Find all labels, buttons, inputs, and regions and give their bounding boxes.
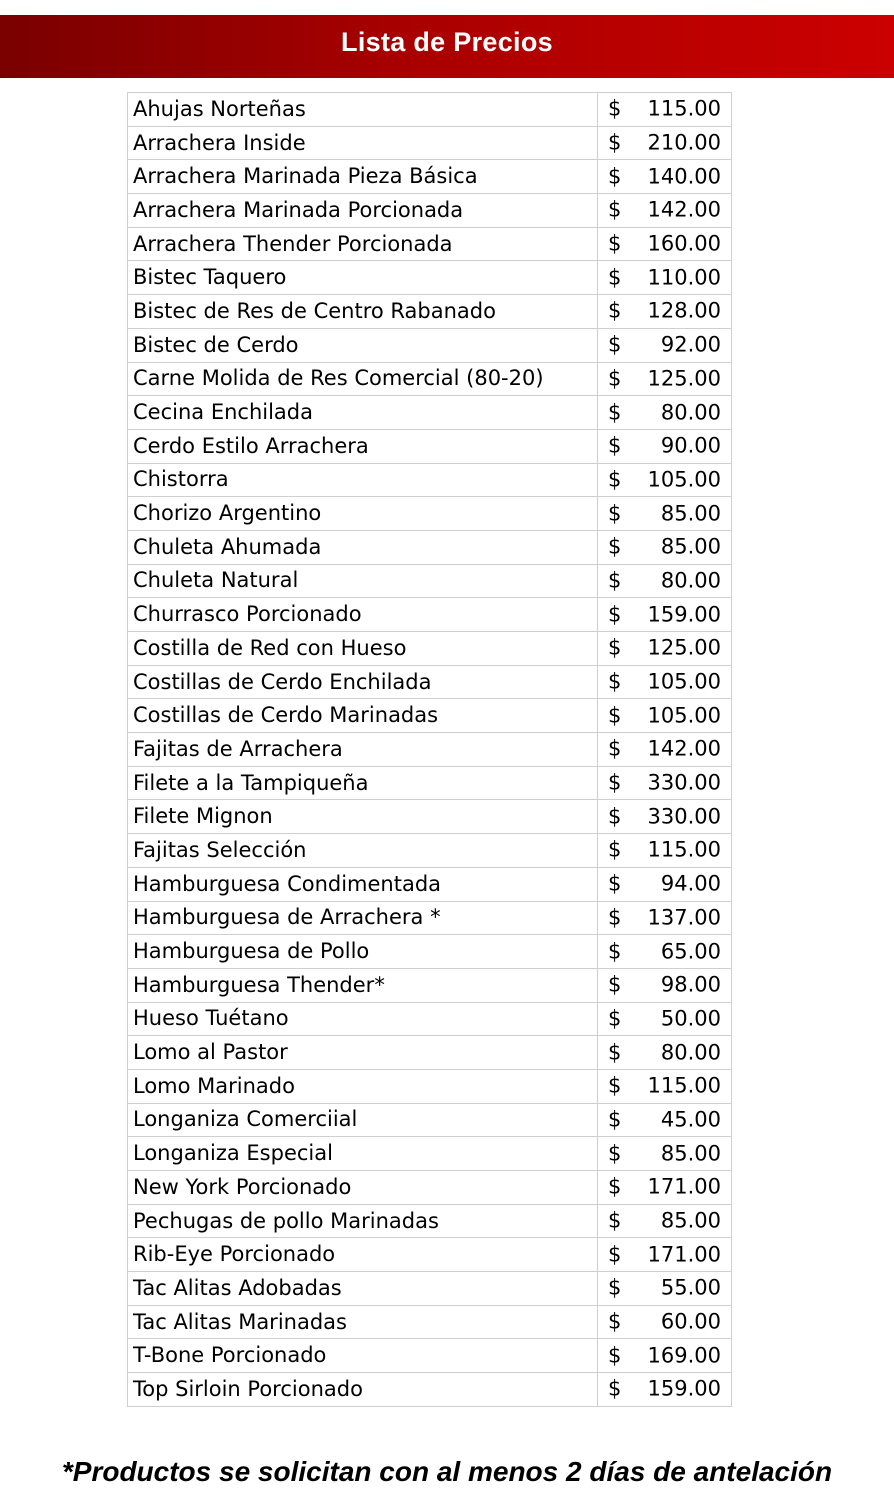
price-cell [598,497,732,531]
price-value: 60.00 [660,1309,721,1334]
table-row [128,160,732,194]
currency-symbol: $ [608,568,622,593]
currency-symbol: $ [608,501,622,526]
price-cell [598,429,732,463]
price-cell [598,834,732,868]
price-cell [598,1103,732,1137]
product-name: Ahujas Norteñas [128,93,598,127]
currency-symbol: $ [608,534,622,559]
product-name: Longaniza Especial [128,1137,598,1171]
currency-symbol: $ [608,265,622,290]
table-row [128,834,732,868]
price-value: 330.00 [647,804,721,829]
price-value: 159.00 [647,1376,721,1401]
price-value: 80.00 [660,568,721,593]
table-row [128,1373,732,1407]
table-row [128,530,732,564]
product-name: Bistec de Res de Centro Rabanado [128,295,598,329]
currency-symbol: $ [608,1040,622,1065]
price-value: 128.00 [647,298,721,323]
product-name: Tac Alitas Marinadas [128,1305,598,1339]
table-row [128,328,732,362]
currency-symbol: $ [608,467,622,492]
price-cell [598,328,732,362]
table-row [128,396,732,430]
table-row [128,867,732,901]
price-cell [598,1069,732,1103]
price-cell [598,261,732,295]
price-value: 85.00 [660,1141,721,1166]
currency-symbol: $ [608,1073,622,1098]
price-value: 160.00 [647,231,721,256]
table-row [128,598,732,632]
product-name: Hueso Tuétano [128,1002,598,1036]
price-value: 80.00 [660,1040,721,1065]
price-value: 50.00 [660,1006,721,1031]
product-name: Arrachera Marinada Pieza Básica [128,160,598,194]
currency-symbol: $ [608,1174,622,1199]
product-name: Fajitas de Arrachera [128,733,598,767]
currency-symbol: $ [608,1107,622,1132]
table-row [128,362,732,396]
product-name: New York Porcionado [128,1171,598,1205]
currency-symbol: $ [608,837,622,862]
table-row [128,1272,732,1306]
price-value: 85.00 [660,1208,721,1233]
product-name: Hamburguesa Condimentada [128,867,598,901]
price-cell [598,1036,732,1070]
price-value: 65.00 [660,939,721,964]
price-value: 105.00 [647,669,721,694]
table-row [128,632,732,666]
price-table-body [128,93,732,1407]
currency-symbol: $ [608,703,622,728]
currency-symbol: $ [608,332,622,357]
product-name: Hamburguesa Thender* [128,968,598,1002]
price-value: 125.00 [647,635,721,660]
price-value: 330.00 [647,770,721,795]
product-name: Bistec de Cerdo [128,328,598,362]
table-row [128,1069,732,1103]
currency-symbol: $ [608,770,622,795]
currency-symbol: $ [608,1309,622,1334]
currency-symbol: $ [608,1006,622,1031]
product-name: Churrasco Porcionado [128,598,598,632]
currency-symbol: $ [608,635,622,660]
price-value: 115.00 [647,837,721,862]
price-cell [598,160,732,194]
table-row [128,699,732,733]
price-value: 171.00 [647,1174,721,1199]
price-cell [598,968,732,1002]
table-row [128,1103,732,1137]
price-value: 115.00 [647,96,721,121]
price-value: 85.00 [660,501,721,526]
price-value: 105.00 [647,703,721,728]
price-cell [598,530,732,564]
table-row [128,564,732,598]
price-cell [598,901,732,935]
product-name: Filete Mignon [128,800,598,834]
price-cell [598,1272,732,1306]
product-name: Arrachera Inside [128,126,598,160]
table-row [128,901,732,935]
price-cell [598,699,732,733]
table-row [128,93,732,127]
table-row [128,766,732,800]
table-row [128,1002,732,1036]
product-name: Tac Alitas Adobadas [128,1272,598,1306]
currency-symbol: $ [608,298,622,323]
price-cell [598,1002,732,1036]
price-cell [598,396,732,430]
table-row [128,800,732,834]
product-name: Fajitas Selección [128,834,598,868]
price-cell [598,935,732,969]
price-cell [598,1238,732,1272]
product-name: Rib-Eye Porcionado [128,1238,598,1272]
price-value: 45.00 [660,1107,721,1132]
product-name: Lomo al Pastor [128,1036,598,1070]
product-name: Chistorra [128,463,598,497]
currency-symbol: $ [608,939,622,964]
table-row [128,1137,732,1171]
product-name: Costillas de Cerdo Enchilada [128,665,598,699]
product-name: Costilla de Red con Hueso [128,632,598,666]
product-name: Chuleta Natural [128,564,598,598]
currency-symbol: $ [608,905,622,930]
price-cell [598,362,732,396]
currency-symbol: $ [608,669,622,694]
price-value: 80.00 [660,400,721,425]
price-value: 98.00 [660,972,721,997]
table-row [128,733,732,767]
product-name: T-Bone Porcionado [128,1339,598,1373]
price-value: 159.00 [647,602,721,627]
table-row [128,968,732,1002]
currency-symbol: $ [608,130,622,155]
table-row [128,1238,732,1272]
footnote: *Productos se solicitan con al menos 2 días de antelación [61,1456,833,1487]
product-name: Pechugas de pollo Marinadas [128,1204,598,1238]
product-name: Carne Molida de Res Comercial (80-20) [128,362,598,396]
price-cell [598,598,732,632]
price-cell [598,1204,732,1238]
price-cell [598,867,732,901]
price-value: 140.00 [647,164,721,189]
currency-symbol: $ [608,231,622,256]
price-value: 90.00 [660,433,721,458]
product-name: Arrachera Marinada Porcionada [128,194,598,228]
currency-symbol: $ [608,1242,622,1267]
price-cell [598,800,732,834]
price-cell [598,632,732,666]
currency-symbol: $ [608,1275,622,1300]
product-name: Cecina Enchilada [128,396,598,430]
price-table [127,92,732,1407]
product-name: Bistec Taquero [128,261,598,295]
price-cell [598,1171,732,1205]
table-row [128,126,732,160]
product-name: Lomo Marinado [128,1069,598,1103]
price-cell [598,733,732,767]
header-banner [0,15,894,78]
price-cell [598,1339,732,1373]
price-cell [598,295,732,329]
price-value: 142.00 [647,736,721,761]
table-row [128,1036,732,1070]
currency-symbol: $ [608,602,622,627]
table-row [128,665,732,699]
table-row [128,429,732,463]
currency-symbol: $ [608,1376,622,1401]
price-cell [598,1305,732,1339]
product-name: Chorizo Argentino [128,497,598,531]
price-value: 142.00 [647,197,721,222]
price-value: 169.00 [647,1343,721,1368]
page-title: Lista de Precios [341,27,553,57]
price-cell [598,227,732,261]
currency-symbol: $ [608,1343,622,1368]
product-name: Cerdo Estilo Arrachera [128,429,598,463]
price-value: 94.00 [660,871,721,896]
product-name: Hamburguesa de Pollo [128,935,598,969]
table-row [128,261,732,295]
table-row [128,463,732,497]
price-cell [598,194,732,228]
table-row [128,497,732,531]
price-cell [598,463,732,497]
product-name: Filete a la Tampiqueña [128,766,598,800]
price-value: 115.00 [647,1073,721,1098]
price-cell [598,766,732,800]
price-cell [598,564,732,598]
product-name: Arrachera Thender Porcionada [128,227,598,261]
price-cell [598,1137,732,1171]
table-row [128,1204,732,1238]
currency-symbol: $ [608,197,622,222]
price-value: 210.00 [647,130,721,155]
table-row [128,1339,732,1373]
currency-symbol: $ [608,96,622,121]
table-row [128,1171,732,1205]
currency-symbol: $ [608,433,622,458]
product-name: Top Sirloin Porcionado [128,1373,598,1407]
currency-symbol: $ [608,736,622,761]
price-value: 85.00 [660,534,721,559]
currency-symbol: $ [608,366,622,391]
price-cell [598,1373,732,1407]
product-name: Longaniza Comerciial [128,1103,598,1137]
table-row [128,935,732,969]
price-cell [598,126,732,160]
price-cell [598,665,732,699]
price-value: 105.00 [647,467,721,492]
table-row [128,295,732,329]
currency-symbol: $ [608,804,622,829]
currency-symbol: $ [608,1141,622,1166]
currency-symbol: $ [608,400,622,425]
table-row [128,1305,732,1339]
price-value: 55.00 [660,1275,721,1300]
price-value: 171.00 [647,1242,721,1267]
table-row [128,227,732,261]
price-value: 125.00 [647,366,721,391]
price-value: 137.00 [647,905,721,930]
currency-symbol: $ [608,1208,622,1233]
product-name: Costillas de Cerdo Marinadas [128,699,598,733]
currency-symbol: $ [608,972,622,997]
product-name: Chuleta Ahumada [128,530,598,564]
currency-symbol: $ [608,164,622,189]
product-name: Hamburguesa de Arrachera * [128,901,598,935]
table-row [128,194,732,228]
currency-symbol: $ [608,871,622,896]
price-value: 110.00 [647,265,721,290]
price-cell [598,93,732,127]
price-value: 92.00 [660,332,721,357]
